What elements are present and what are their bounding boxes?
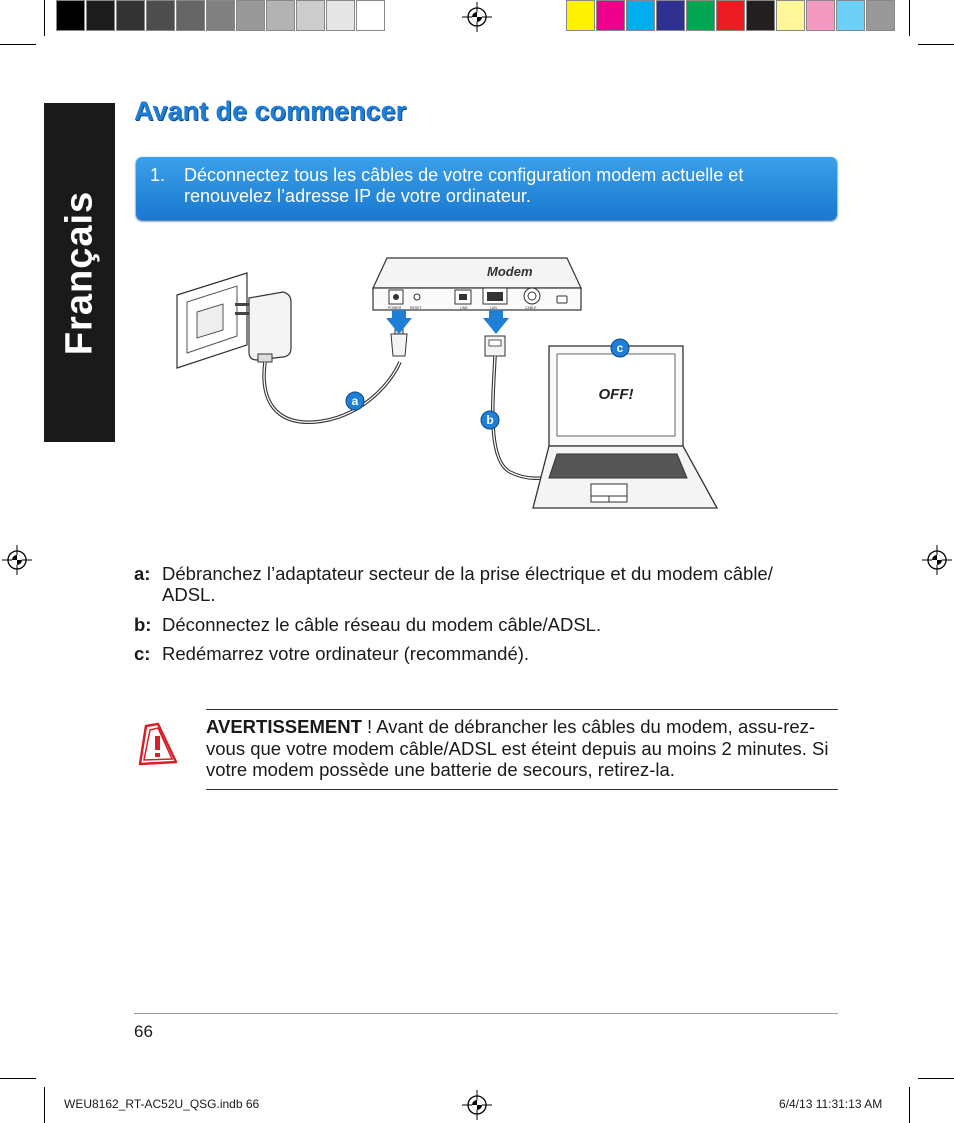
registration-mark-icon	[2, 545, 32, 575]
svg-text:LINE: LINE	[460, 306, 468, 310]
page-title: Avant de commencer	[134, 96, 407, 126]
step-text: Déconnectez tous les câbles de votre configuration modem actuelle et renouvelez l’adresse IP de votre ordinateur.	[184, 165, 744, 206]
color-swatch	[596, 0, 625, 31]
warning-message	[206, 716, 831, 781]
language-side-tab	[44, 103, 115, 442]
callout-c-badge	[611, 339, 629, 357]
warning-body: ! Avant de débrancher les câbles du modem, assu-rez-vous que votre modem câble/ADSL est éteint depuis au moins 2 minutes. Si votre modem possède une batterie de secours, retirez-la.	[206, 716, 829, 780]
crop-mark	[909, 0, 910, 36]
callout-c-label: c	[616, 341, 624, 355]
instruction-item-c	[134, 643, 824, 664]
callout-a-label: a	[351, 394, 359, 408]
warning-divider	[206, 709, 838, 710]
instruction-text: Redémarrez votre ordinateur (recommandé).	[162, 643, 530, 664]
color-swatch	[746, 0, 775, 31]
color-swatch	[86, 0, 115, 31]
color-swatch	[866, 0, 895, 31]
wall-outlet-icon	[177, 273, 247, 368]
warning-heading: AVERTISSEMENT	[206, 716, 362, 737]
crop-mark	[0, 1078, 36, 1079]
instruction-text: Déconnectez le câble réseau du modem câble/ADSL.	[162, 614, 602, 635]
callout-b-badge	[481, 411, 499, 429]
color-swatch	[806, 0, 835, 31]
instruction-item-b	[134, 614, 824, 635]
setup-illustration	[165, 250, 725, 530]
registration-mark-icon	[462, 1090, 492, 1120]
color-swatch	[656, 0, 685, 31]
instruction-item-a	[134, 563, 824, 605]
language-tab-label: Français	[58, 190, 100, 355]
laptop-icon	[533, 346, 717, 508]
color-swatch	[176, 0, 205, 31]
crop-mark	[918, 1078, 954, 1079]
modem-label: Modem	[487, 264, 533, 279]
instruction-label: c:	[134, 643, 151, 664]
crop-mark	[44, 0, 45, 36]
svg-text:CABLE: CABLE	[525, 306, 537, 310]
print-slug-filename: WEU8162_RT-AC52U_QSG.indb 66	[64, 1097, 260, 1111]
color-swatch	[116, 0, 145, 31]
registration-mark-icon	[922, 545, 952, 575]
svg-text:LAN: LAN	[490, 306, 497, 310]
crop-mark	[44, 1087, 45, 1123]
color-swatch	[686, 0, 715, 31]
color-swatch	[356, 0, 385, 31]
color-swatch	[266, 0, 295, 31]
instruction-label: a:	[134, 563, 151, 584]
modem-icon	[373, 258, 581, 310]
unplug-arrow-icon	[483, 310, 509, 334]
color-swatch	[236, 0, 265, 31]
svg-text:POWER: POWER	[388, 306, 402, 310]
color-swatch	[836, 0, 865, 31]
step-callout-box	[136, 157, 837, 220]
grayscale-color-bar	[56, 0, 386, 32]
print-slug-timestamp: 6/4/13 11:31:13 AM	[779, 1097, 883, 1111]
footer-divider	[134, 1013, 838, 1014]
color-swatch	[566, 0, 595, 31]
svg-text:RESET: RESET	[410, 306, 422, 310]
warning-divider	[206, 789, 838, 790]
color-swatch	[56, 0, 85, 31]
color-swatch	[626, 0, 655, 31]
process-color-bar	[566, 0, 896, 32]
step-number: 1.	[150, 165, 166, 185]
color-swatch	[326, 0, 355, 31]
color-swatch	[716, 0, 745, 31]
crop-mark	[0, 44, 36, 45]
instruction-label: b:	[134, 614, 152, 635]
page-number: 66	[134, 1022, 153, 1041]
color-swatch	[146, 0, 175, 31]
color-swatch	[776, 0, 805, 31]
unplug-arrow-icon	[386, 310, 412, 334]
screen-off-text: OFF!	[598, 386, 634, 403]
instruction-text: Débranchez l’adaptateur secteur de la prise électrique et du modem câble/ ADSL.	[162, 563, 773, 605]
crop-mark	[918, 44, 954, 45]
crop-mark	[909, 1087, 910, 1123]
ethernet-plug-icon	[485, 336, 505, 356]
color-swatch	[206, 0, 235, 31]
callout-a-badge	[346, 392, 364, 410]
warning-icon	[136, 722, 180, 768]
registration-mark-icon	[462, 2, 492, 32]
color-swatch	[296, 0, 325, 31]
callout-b-label: b	[486, 413, 494, 427]
